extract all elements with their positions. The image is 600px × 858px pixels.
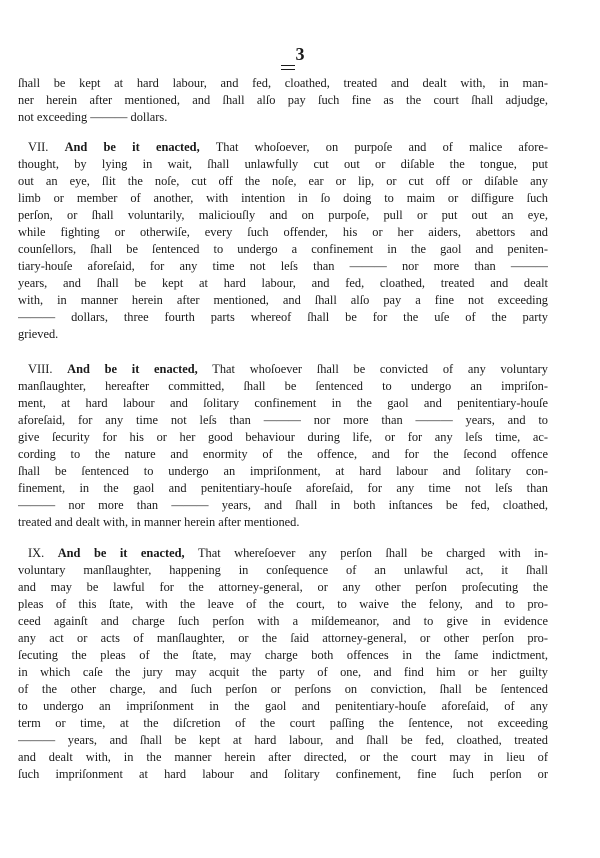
- text-line: of the other charge, and ſuch perſon or perſons on conviction, ſhall be ſentenced: [18, 682, 548, 696]
- text-line: not exceeding ——— dollars.: [18, 110, 168, 124]
- text-line: ceed againſt and charge ſuch perſon with a miſdemeanor, and to give in evidence: [18, 614, 548, 628]
- text-line: voluntary manſlaughter, happening in conſequence of an unlawful act, it ſhall: [18, 563, 548, 577]
- text-line: in which caſe the jury may acquit the party of one, and find him or her guilty: [18, 665, 548, 679]
- text-line: years, and ſhall be kept at hard labour, and fed, cloathed, treated and dealt: [18, 276, 548, 290]
- text-line: ner herein after mentioned, and ſhall alſo pay ſuch fine as the court ſhall adjudge,: [18, 93, 548, 107]
- page-number: 3: [295, 44, 305, 64]
- page-number-rule: [281, 65, 295, 70]
- text-span: That whoſoever ſhall be convicted of any voluntary: [212, 362, 548, 376]
- section-7-first-line: [18, 140, 548, 155]
- text-line: thought, by lying in wait, ſhall unlawfully cut out or diſable the tongue, put: [18, 157, 548, 171]
- text-line: to undergo an impriſonment in the gaol and penitentiary-houſe aforeſaid, of any: [18, 699, 548, 713]
- text-line: treated and dealt with, in manner herein after mentioned.: [18, 515, 300, 529]
- text-line: ſuch impriſonment at hard labour and ſolitary confinement, fine ſuch perſon or: [18, 767, 548, 781]
- text-line: aforeſaid, for any time not leſs than ——— nor more than ——— years, and to: [18, 413, 548, 427]
- text-line: with, in manner herein after mentioned, and ſhall alſo pay a fine not exceeding: [18, 293, 548, 307]
- text-line: while fighting or otherwiſe, every ſuch offender, his or her aiders, abettors and: [18, 225, 548, 239]
- text-line: ſecuting the pleas of the ſtate, may charge both offences in the ſame indictment,: [18, 648, 548, 662]
- text-line: manſlaughter, hereafter committed, ſhall be ſentenced to undergo an impriſon-: [18, 379, 548, 393]
- text-line: ——— dollars, three fourth parts whereof ſhall be for the uſe of the party: [18, 310, 548, 324]
- text-line: give ſecurity for his or her good behaviour during life, or for any leſs time, ac-: [18, 430, 548, 444]
- text-line: finement, in the gaol and penitentiary-houſe aforeſaid, for any time not leſs than: [18, 481, 548, 495]
- text-line: perſon, or ſhall voluntarily, maliciouſly and on purpoſe, pull or put out an eye,: [18, 208, 548, 222]
- section-9-first-line: [18, 546, 548, 561]
- text-line: cording to the nature and enormity of the offence, and for the ſecond offence: [18, 447, 548, 461]
- enacting-phrase: And be it enacted,: [64, 140, 200, 154]
- text-line: out an eye, ſlit the noſe, cut off the noſe, ear or lip, or cut off or diſable any: [18, 174, 548, 188]
- text-line: counſellors, ſhall be ſentenced to undergo a confinement in the gaol and peniten-: [18, 242, 548, 256]
- text-line: term or time, at the diſcretion of the court paſſing the ſentence, not exceeding: [18, 716, 548, 730]
- text-line: tiary-houſe aforeſaid, for any time not leſs than ——— nor more than ———: [18, 259, 548, 273]
- text-line: pleas of this ſtate, with the leave of the court, to waive the felony, and to pro-: [18, 597, 548, 611]
- text-line: limb or member of another, with intention in ſo doing to maim or diſfigure ſuch: [18, 191, 548, 205]
- section-numeral: VII.: [28, 140, 49, 154]
- section-8-first-line: [18, 362, 548, 377]
- text-line: ment, at hard labour and ſolitary confinement in the gaol and penitentiary-houſe: [18, 396, 548, 410]
- section-numeral: IX.: [28, 546, 45, 560]
- text-line: and may be lawful for the attorney-general, or any other perſon proſecuting the: [18, 580, 548, 594]
- text-line: ——— nor more than ——— years, and ſhall in both inſtances be fed, cloathed,: [18, 498, 548, 512]
- enacting-phrase: And be it enacted,: [57, 546, 185, 560]
- text-line: and dealt with, in the manner herein after directed, or the court may in lieu of: [18, 750, 548, 764]
- text-span: That whereſoever any perſon ſhall be charged with in-: [197, 546, 548, 560]
- section-numeral: VIII.: [28, 362, 53, 376]
- text-span: That whoſoever, on purpoſe and of malice afore-: [215, 140, 548, 154]
- text-line: ſhall be kept at hard labour, and fed, cloathed, treated and dealt with, in man-: [18, 76, 548, 90]
- text-line: any act or acts of manſlaughter, or the ſaid attorney-general, or other perſon pro-: [18, 631, 548, 645]
- enacting-phrase: And be it enacted,: [67, 362, 198, 376]
- text-line: grieved.: [18, 327, 59, 341]
- text-line: ſhall be ſentenced to undergo an impriſonment, at hard labour and ſolitary con-: [18, 464, 548, 478]
- text-line: ——— years, and ſhall be kept at hard labour, and ſhall be fed, cloathed, treated: [18, 733, 548, 747]
